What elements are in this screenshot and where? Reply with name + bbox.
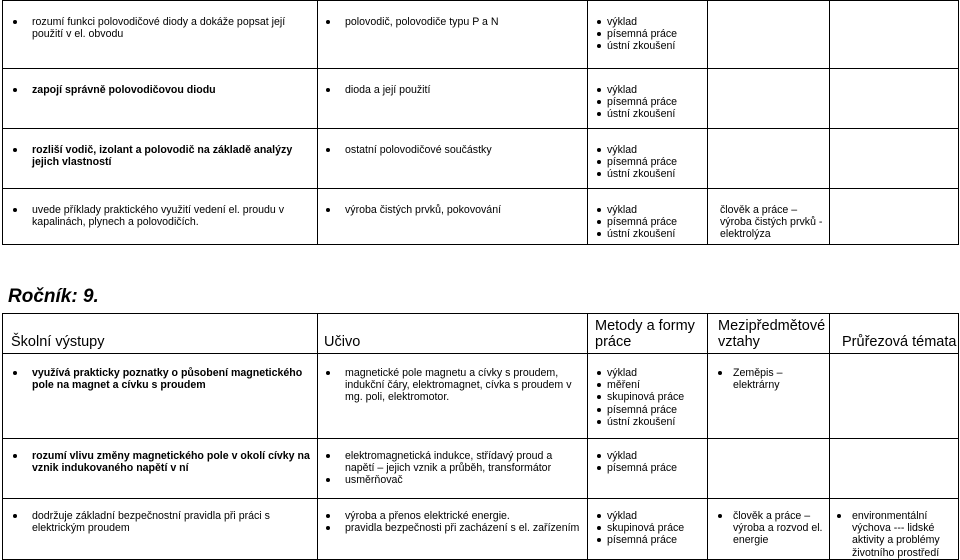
metody-cell bbox=[588, 129, 708, 189]
metody-cell bbox=[588, 1, 708, 69]
vystup-cell bbox=[3, 129, 318, 189]
metoda-item: měření bbox=[607, 379, 640, 392]
vystup-cell bbox=[3, 354, 318, 439]
metoda-item: ústní zkoušení bbox=[607, 168, 676, 181]
vystup-cell bbox=[3, 189, 318, 245]
mezi-cell bbox=[708, 129, 830, 189]
vystup-text: dodržuje základní bezpečnostní pravidla při práci s elektrickým proudem bbox=[32, 510, 270, 535]
metoda-item: výklad bbox=[607, 144, 638, 156]
ucivo-text: usměrňovač bbox=[345, 474, 403, 487]
metoda-item: výklad bbox=[607, 84, 638, 96]
header-vystupy bbox=[3, 314, 318, 354]
metoda-item: písemná práce bbox=[607, 534, 678, 547]
vystup-text: rozumí vlivu změny magnetického pole v okolí cívky na vznik indukovaného napětí v ní bbox=[32, 450, 310, 475]
ucivo-text: magnetické pole magnetu a cívky s proudem, indukční čáry, elektromagnet, cívka s proudem v mg. poli, elektromotor. bbox=[345, 367, 572, 404]
header-ucivo bbox=[318, 314, 588, 354]
header-metody-text: Metody a formy práce bbox=[595, 318, 695, 350]
metody-cell bbox=[588, 69, 708, 129]
ucivo-text: dioda a její použití bbox=[345, 84, 431, 96]
ucivo-text: pravidla bezpečnosti při zacházení s el. zařízením bbox=[345, 522, 580, 535]
prurez-cell bbox=[830, 1, 959, 69]
vystup-text: zapojí správně polovodičovou diodu bbox=[32, 84, 216, 96]
prurez-cell bbox=[830, 129, 959, 189]
vystup-cell bbox=[3, 1, 318, 69]
ucivo-text: výroba a přenos elektrické energie. bbox=[345, 510, 510, 522]
metoda-item: ústní zkoušení bbox=[607, 228, 676, 241]
table-header-row bbox=[3, 314, 959, 354]
metoda-item: výklad bbox=[607, 16, 638, 28]
metoda-item: písemná práce bbox=[607, 462, 678, 475]
header-prurez bbox=[830, 314, 959, 354]
vystup-cell bbox=[3, 499, 318, 560]
curriculum-table-top bbox=[2, 0, 959, 245]
metoda-item: výklad bbox=[607, 204, 638, 216]
header-metody bbox=[588, 314, 708, 354]
ucivo-cell bbox=[318, 439, 588, 499]
mezi-cell bbox=[708, 499, 830, 560]
vystup-text: využívá prakticky poznatky o působení magnetického pole na magnet a cívku s proudem bbox=[32, 367, 303, 392]
metoda-item: písemná práce bbox=[607, 28, 678, 41]
ucivo-text: ostatní polovodičové součástky bbox=[345, 144, 492, 156]
mezi-text: Zeměpis – elektrárny bbox=[733, 367, 783, 392]
mezi-cell bbox=[708, 1, 830, 69]
ucivo-cell bbox=[318, 499, 588, 560]
header-mezi bbox=[708, 314, 830, 354]
ucivo-cell bbox=[318, 129, 588, 189]
ucivo-cell bbox=[318, 354, 588, 439]
vystup-text: uvede příklady praktického využití vedení el. proudu v kapalinách, plynech a polovodičích. bbox=[32, 204, 285, 229]
metody-cell bbox=[588, 354, 708, 439]
prurez-cell bbox=[830, 499, 959, 560]
mezi-text: člověk a práce – výroba čistých prvků - elektrolýza bbox=[720, 204, 823, 241]
metoda-item: písemná práce bbox=[607, 96, 678, 109]
table-row bbox=[3, 354, 959, 439]
prurez-cell bbox=[830, 354, 959, 439]
prurez-cell bbox=[830, 69, 959, 129]
metody-cell bbox=[588, 499, 708, 560]
mezi-cell bbox=[708, 69, 830, 129]
vystup-text: rozliší vodič, izolant a polovodič na základě analýzy jejich vlastností bbox=[32, 144, 293, 169]
ucivo-cell bbox=[318, 189, 588, 245]
metoda-item: ústní zkoušení bbox=[607, 415, 676, 428]
table-row bbox=[3, 499, 959, 560]
ucivo-cell bbox=[318, 69, 588, 129]
prurez-text: environmentální výchova --- lidské aktivity a problémy životního prostředí bbox=[852, 510, 940, 559]
metoda-item: výklad bbox=[607, 450, 638, 462]
curriculum-table-grade9 bbox=[2, 313, 959, 560]
header-vystupy-text: Školní výstupy bbox=[11, 334, 105, 350]
table-row bbox=[3, 189, 959, 245]
metoda-item: skupinová práce bbox=[607, 522, 685, 535]
header-ucivo-text: Učivo bbox=[324, 334, 361, 350]
metoda-item: písemná práce bbox=[607, 216, 678, 229]
metoda-item: ústní zkoušení bbox=[607, 40, 676, 53]
vystup-cell bbox=[3, 439, 318, 499]
ucivo-text: polovodič, polovodiče typu P a N bbox=[345, 16, 499, 28]
mezi-text: člověk a práce – výroba a rozvod el. energie bbox=[733, 510, 823, 547]
prurez-cell bbox=[830, 189, 959, 245]
table-row bbox=[3, 129, 959, 189]
ucivo-cell bbox=[318, 1, 588, 69]
header-prurez-text: Průřezová témata bbox=[842, 334, 957, 350]
prurez-cell bbox=[830, 439, 959, 499]
mezi-cell bbox=[708, 439, 830, 499]
vystup-text: rozumí funkci polovodičové diody a dokáže popsat její použití v el. obvodu bbox=[32, 16, 286, 41]
metoda-item: skupinová práce bbox=[607, 391, 685, 404]
vystup-cell bbox=[3, 69, 318, 129]
ucivo-text: výroba čistých prvků, pokovování bbox=[345, 204, 502, 216]
metoda-item: výklad bbox=[607, 510, 638, 522]
header-mezi-text: Mezipředmětové vztahy bbox=[718, 318, 826, 350]
table-row bbox=[3, 1, 959, 69]
table-row bbox=[3, 439, 959, 499]
metoda-item: výklad bbox=[607, 367, 638, 379]
grade-heading: Ročník: 9. bbox=[8, 286, 99, 307]
metody-cell bbox=[588, 189, 708, 245]
metody-cell bbox=[588, 439, 708, 499]
table-row bbox=[3, 69, 959, 129]
ucivo-text: elektromagnetická indukce, střídavý proud a napětí – jejich vznik a průběh, transformátor bbox=[345, 450, 553, 475]
metoda-item: písemná práce bbox=[607, 156, 678, 169]
metoda-item: písemná práce bbox=[607, 403, 678, 416]
mezi-cell bbox=[708, 189, 830, 245]
metoda-item: ústní zkoušení bbox=[607, 108, 676, 121]
mezi-cell bbox=[708, 354, 830, 439]
